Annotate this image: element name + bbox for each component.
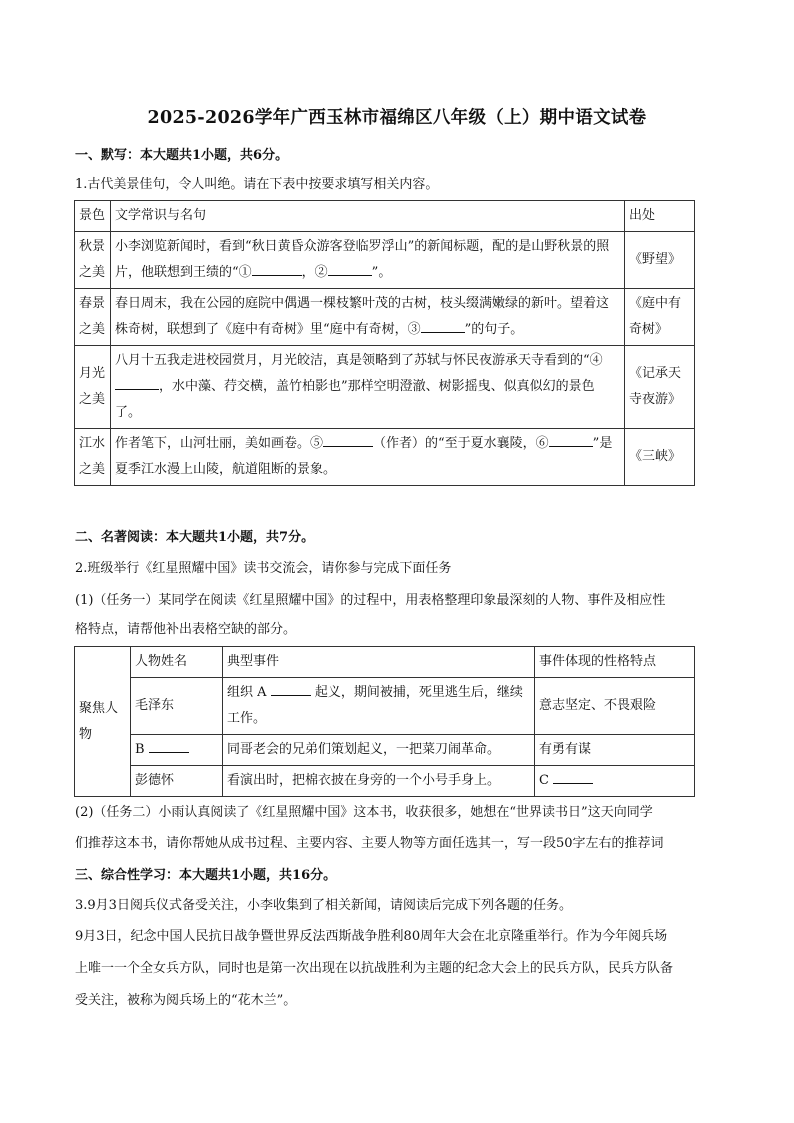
scene-cell: 江水之美 xyxy=(75,429,111,486)
trait-cell: 有勇有谋 xyxy=(535,735,695,766)
table-row xyxy=(75,232,695,289)
table-row xyxy=(75,346,695,429)
answer-blank-3[interactable] xyxy=(421,318,465,333)
question1-text: 1.古代美景佳句，令人叫绝。请在下表中按要求填写相关内容。 xyxy=(75,177,439,192)
event-cell: 组织 A 起义，期间被捕，死里逃生后，继续工作。 xyxy=(223,678,535,735)
table-row xyxy=(75,289,695,346)
answer-blank-5[interactable] xyxy=(323,432,373,447)
table-row xyxy=(75,735,695,766)
table-row xyxy=(75,429,695,486)
knowledge-cell: 八月十五我走进校园赏月，月光皎洁，真是领略到了苏轼与怀民夜游承天寺看到的“④，水中藻、荇交横，盖竹柏影也”那样空明澄澈、树影摇曳、似真似幻的景色了。 xyxy=(111,346,625,429)
group-label-cell: 聚焦人物 xyxy=(75,647,131,797)
trait-cell: 意志坚定、不畏艰险 xyxy=(535,678,695,735)
knowledge-cell: 小李浏览新闻时，看到“秋日黄昏众游客登临罗浮山”的新闻标题，配的是山野秋景的照片，他联想到王绩的“① ，② ”。 xyxy=(111,232,625,289)
scenery-table-header xyxy=(75,201,695,232)
source-cell: 《记承天寺夜游》 xyxy=(625,346,695,429)
news-paragraph-line1: 9月3日，纪念中国人民抗日战争暨世界反法西斯战争胜利80周年大会在北京隆重举行。作为今年阅兵场 xyxy=(75,929,668,944)
scenery-table xyxy=(74,200,695,486)
question2-text: 2.班级举行《红星照耀中国》读书交流会，请你参与完成下面任务 xyxy=(75,561,452,576)
task1-line2: 格特点，请帮他补出表格空缺的部分。 xyxy=(75,622,297,637)
header-knowledge: 文学常识与名句 xyxy=(111,201,625,232)
header-name: 人物姓名 xyxy=(131,647,223,678)
answer-blank-a[interactable] xyxy=(271,681,311,696)
source-cell: 《三峡》 xyxy=(625,429,695,486)
task1-line1: (1)（任务一）某同学在阅读《红星照耀中国》的过程中，用表格整理印象最深刻的人物、事件及相应性 xyxy=(75,593,666,608)
header-trait: 事件体现的性格特点 xyxy=(535,647,695,678)
name-cell: 毛泽东 xyxy=(131,678,223,735)
table-row xyxy=(75,678,695,735)
news-paragraph-line3: 受关注，被称为阅兵场上的“花木兰”。 xyxy=(75,993,297,1008)
section1-heading: 一、默写：本大题共1小题，共6分。 xyxy=(75,148,289,163)
answer-blank-4[interactable] xyxy=(115,375,159,390)
task2-line1: (2)（任务二）小雨认真阅读了《红星照耀中国》这本书，收获很多，她想在“世界读书日”这天向同学 xyxy=(75,805,653,820)
answer-blank-c[interactable] xyxy=(553,769,593,784)
answer-blank-1[interactable] xyxy=(252,261,302,276)
answer-blank-2[interactable] xyxy=(328,261,372,276)
question3-text: 3.9月3日阅兵仪式备受关注，小李收集到了相关新闻，请阅读后完成下列各题的任务。 xyxy=(75,898,572,913)
table-row xyxy=(75,766,695,797)
characters-table xyxy=(74,646,695,797)
exam-title: 2025-2026学年广西玉林市福绵区八年级（上）期中语文试卷 xyxy=(147,108,647,128)
characters-table-header xyxy=(75,647,695,678)
source-cell: 《庭中有奇树》 xyxy=(625,289,695,346)
answer-blank-b[interactable] xyxy=(149,738,189,753)
name-cell: 彭德怀 xyxy=(131,766,223,797)
answer-blank-6[interactable] xyxy=(549,432,593,447)
header-scene: 景色 xyxy=(75,201,111,232)
knowledge-cell: 作者笔下，山河壮丽，美如画卷。⑤ （作者）的“至于夏水襄陵，⑥ ”是夏季江水漫上山陵，航道阻断的景象。 xyxy=(111,429,625,486)
event-cell: 同哥老会的兄弟们策划起义，一把菜刀闹革命。 xyxy=(223,735,535,766)
scene-cell: 春景之美 xyxy=(75,289,111,346)
news-paragraph-line2: 上唯一一个全女兵方队，同时也是第一次出现在以抗战胜利为主题的纪念大会上的民兵方队，民兵方队备 xyxy=(75,961,674,976)
trait-cell: C xyxy=(535,766,695,797)
header-source: 出处 xyxy=(625,201,695,232)
event-cell: 看演出时，把棉衣披在身旁的一个小号手身上。 xyxy=(223,766,535,797)
name-cell: B xyxy=(131,735,223,766)
header-event: 典型事件 xyxy=(223,647,535,678)
section2-heading: 二、名著阅读：本大题共1小题，共7分。 xyxy=(75,530,315,545)
section3-heading: 三、综合性学习：本大题共1小题，共16分。 xyxy=(75,868,337,883)
scene-cell: 月光之美 xyxy=(75,346,111,429)
knowledge-cell: 春日周末，我在公园的庭院中偶遇一棵枝繁叶茂的古树，枝头缀满嫩绿的新叶。望着这株奇树，联想到了《庭中有奇树》里“庭中有奇树，③ ”的句子。 xyxy=(111,289,625,346)
task2-line2: 们推荐这本书，请你帮她从成书过程、主要内容、主要人物等方面任选其一，写一段50字左右的推荐词 xyxy=(75,836,664,851)
scene-cell: 秋景之美 xyxy=(75,232,111,289)
source-cell: 《野望》 xyxy=(625,232,695,289)
